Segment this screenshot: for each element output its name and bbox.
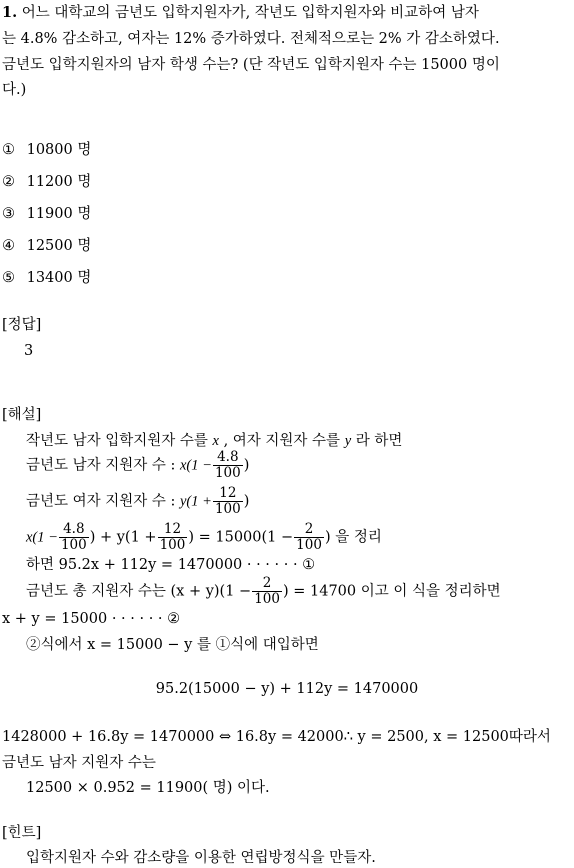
hint-label: [힌트] <box>2 825 42 841</box>
numerator: 4.8 <box>213 450 243 466</box>
solution-text: 라 하면 <box>355 433 403 449</box>
denominator: 100 <box>214 501 241 517</box>
solution-line-2 <box>26 450 249 481</box>
solution-text: 금년도 여자 지원자 수 : <box>26 493 176 510</box>
solution-line-10: 금년도 남자 지원자 수는 <box>2 755 156 771</box>
math-expr: y(1 + <box>180 493 212 510</box>
choice-mark: ③ <box>2 206 15 222</box>
denominator: 100 <box>60 537 87 553</box>
fraction <box>294 522 324 553</box>
numerator: 2 <box>252 576 282 592</box>
choice-5[interactable] <box>2 268 91 288</box>
math-var: y <box>344 433 352 449</box>
denominator: 100 <box>214 465 241 481</box>
answer-label: [정답] <box>2 317 42 333</box>
choice-text: 11900 명 <box>26 206 92 222</box>
choice-text: 13400 명 <box>26 270 92 286</box>
question-line-4: 다.) <box>2 82 27 98</box>
math-expr: ) 을 정리 <box>324 529 382 546</box>
math-expr: 금년도 총 지원자 수는 (x + y)(1 − <box>26 583 252 600</box>
solution-text: , 여자 지원자 수를 <box>223 433 341 449</box>
hint-text: 입학지원자 수와 감소량을 이용한 연립방정식을 만들자. <box>26 850 376 866</box>
choice-mark: ② <box>2 174 15 190</box>
solution-text: 작년도 남자 입학지원자 수를 <box>26 433 208 449</box>
solution-text: ) = 14700 이고 이 식을 정리하면 <box>282 583 501 600</box>
fraction <box>59 522 89 553</box>
question-line-1 <box>2 3 479 23</box>
solution-line-7: x + y = 15000 · · · · · · ② <box>2 611 181 627</box>
numerator: 12 <box>213 486 243 502</box>
choice-text: 10800 명 <box>26 142 92 158</box>
solution-text: 금년도 남자 지원자 수 : <box>26 457 176 474</box>
math-expr: ) + y(1 + <box>89 529 157 546</box>
solution-line-3 <box>26 486 249 517</box>
math-expr: ) <box>243 493 250 510</box>
question-line-2: 는 4.8% 감소하고, 여자는 12% 증가하였다. 전체적으로는 2% 가 감소하였다. <box>2 31 500 47</box>
question-line-3: 금년도 입학지원자의 남자 학생 수는? (단 작년도 입학지원자 수는 15000 명이 <box>2 57 500 73</box>
choice-3[interactable] <box>2 204 91 224</box>
math-expr: ) = 15000(1 − <box>188 529 294 546</box>
choice-mark: ④ <box>2 238 15 254</box>
numerator: 2 <box>294 522 324 538</box>
choice-text: 12500 명 <box>26 238 92 254</box>
choice-mark: ① <box>2 142 15 158</box>
fraction <box>252 576 282 607</box>
solution-line-11: 12500 × 0.952 = 11900( 명) 이다. <box>26 780 270 796</box>
math-expr: x(1 − <box>26 529 58 546</box>
choice-mark: ⑤ <box>2 270 15 286</box>
choice-text: 11200 명 <box>26 174 92 190</box>
question-number: 1. <box>2 4 18 21</box>
denominator: 100 <box>296 537 322 553</box>
choice-1[interactable] <box>2 140 91 160</box>
numerator: 4.8 <box>59 522 89 538</box>
fraction <box>213 486 243 517</box>
solution-line-8: ②식에서 x = 15000 − y 를 ①식에 대입하면 <box>26 637 319 653</box>
denominator: 100 <box>159 537 186 553</box>
math-var: x <box>212 433 219 449</box>
math-expr: x(1 − <box>180 457 212 474</box>
choice-4[interactable] <box>2 236 91 256</box>
denominator: 100 <box>254 591 280 607</box>
solution-label: [해설] <box>2 407 42 423</box>
solution-line-4 <box>26 522 382 553</box>
solution-line-6 <box>26 576 501 607</box>
choice-2[interactable] <box>2 172 91 192</box>
fraction <box>158 522 188 553</box>
math-expr: ) <box>243 457 250 474</box>
numerator: 12 <box>158 522 188 538</box>
fraction <box>213 450 243 481</box>
solution-line-9: 1428000 + 16.8y = 1470000 ⇔ 16.8y = 42000∴ y = 2500, x = 12500따라서 <box>2 729 551 745</box>
solution-line-1 <box>26 431 402 451</box>
display-equation: 95.2(15000 − y) + 112y = 1470000 <box>155 681 419 697</box>
answer-value: 3 <box>24 343 34 359</box>
question-text-1: 어느 대학교의 금년도 입학지원자가, 작년도 입학지원자와 비교하여 남자 <box>21 5 479 21</box>
solution-line-5: 하면 95.2x + 112y = 1470000 · · · · · · ① <box>26 557 316 573</box>
